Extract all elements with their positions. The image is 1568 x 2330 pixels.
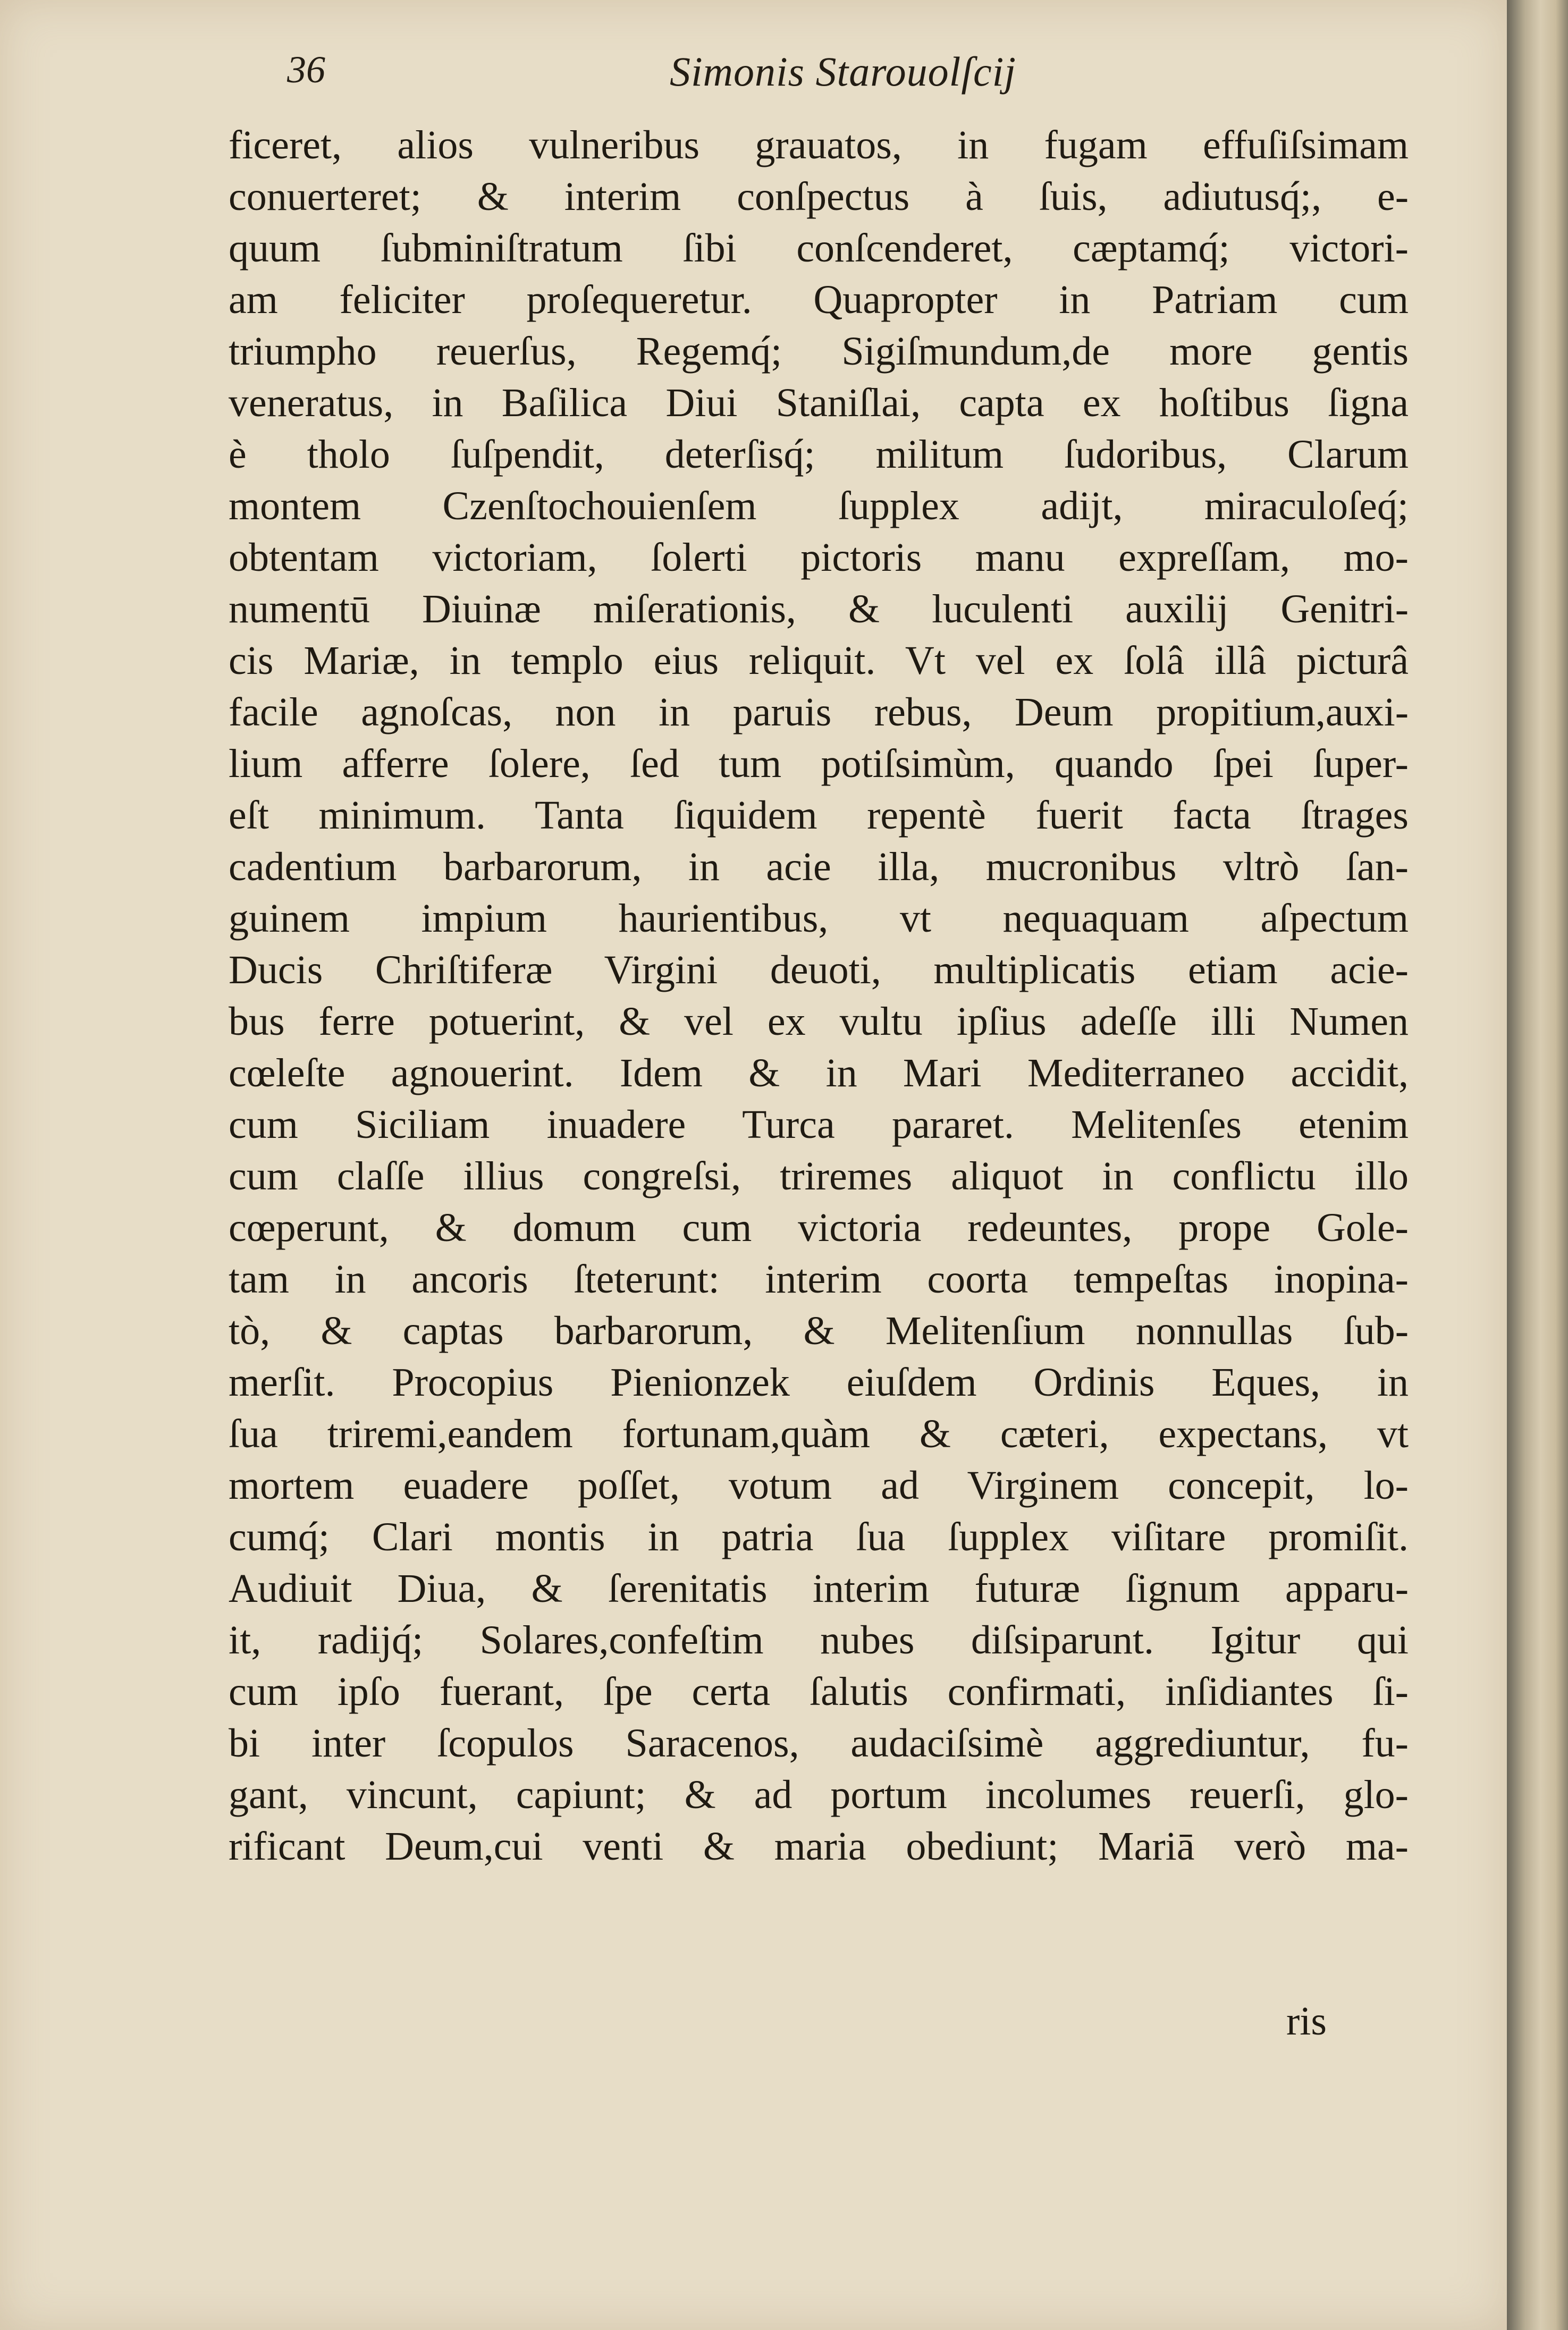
text-line: cœleſte agnouerint. Idem & in Mari Mediterraneo accidit, xyxy=(229,1051,1409,1095)
text-line: bus ferre potuerint, & vel ex vultu ipſius adeſſe illi Numen xyxy=(229,999,1409,1044)
text-line: obtentam victoriam, ſolerti pictoris manu expreſſam, mo- xyxy=(229,535,1409,580)
text-line: it, radijq́; Solares,confeſtim nubes diſsiparunt. Igitur qui xyxy=(229,1618,1409,1662)
text-line: cis Mariæ, in templo eius reliquit. Vt vel ex ſolâ illâ picturâ xyxy=(229,638,1409,683)
text-line: cum Siciliam inuadere Turca pararet. Melitenſes etenim xyxy=(229,1102,1409,1147)
text-line: cœperunt, & domum cum victoria redeuntes, prope Gole- xyxy=(229,1205,1409,1250)
text-line: numentū Diuinæ miſerationis, & luculenti auxilij Genitri- xyxy=(229,587,1409,631)
text-line: bi inter ſcopulos Saracenos, audaciſsimè aggrediuntur, fu- xyxy=(229,1721,1409,1766)
text-line: montem Czenſtochouienſem ſupplex adijt, miraculoſeq́; xyxy=(229,484,1409,528)
text-line: triumpho reuerſus, Regemq́; Sigiſmundum,de more gentis xyxy=(229,329,1409,374)
catchword: ris xyxy=(1286,1999,1327,2044)
text-line: am feliciter proſequeretur. Quapropter in Patriam cum xyxy=(229,277,1409,322)
text-line: guinem impium haurientibus, vt nequaquam aſpectum xyxy=(229,896,1409,941)
text-line: rificant Deum,cui venti & maria obediunt; Mariā verò ma- xyxy=(229,1824,1409,1869)
text-line: veneratus, in Baſilica Diui Staniſlai, capta ex hoſtibus ſigna xyxy=(229,381,1409,425)
text-line: conuerteret; & interim conſpectus à ſuis, adiutusq́;, e- xyxy=(229,174,1409,219)
text-line: cadentium barbarorum, in acie illa, mucronibus vltrò ſan- xyxy=(229,845,1409,889)
page-edge xyxy=(1507,0,1568,2330)
text-line: Ducis Chriſtiferæ Virgini deuoti, multiplicatis etiam acie- xyxy=(229,948,1409,992)
page-number: 36 xyxy=(287,48,325,91)
text-line: ſua triremi,eandem fortunam,quàm & cæteri, expectans, vt xyxy=(229,1412,1409,1456)
text-line: Audiuit Diua, & ſerenitatis interim futuræ ſignum apparu- xyxy=(229,1566,1409,1611)
body-text xyxy=(229,120,1409,2113)
text-line: ficeret, alios vulneribus grauatos, in fugam effuſiſsimam xyxy=(229,123,1409,167)
text-line: facile agnoſcas, non in paruis rebus, Deum propitium,auxi- xyxy=(229,690,1409,735)
text-line: è tholo ſuſpendit, deterſisq́; militum ſudoribus, Clarum xyxy=(229,432,1409,477)
text-line: eſt minimum. Tanta ſiquidem repentè fuerit facta ſtrages xyxy=(229,793,1409,838)
text-line: lium afferre ſolere, ſed tum potiſsimùm, quando ſpei ſuper- xyxy=(229,741,1409,786)
text-line: quum ſubminiſtratum ſibi conſcenderet, cæptamq́; victori- xyxy=(229,226,1409,271)
running-head xyxy=(287,37,1435,117)
text-line: cum ipſo fuerant, ſpe certa ſalutis confirmati, inſidiantes ſi- xyxy=(229,1669,1409,1714)
text-line: merſit. Procopius Pienionzek eiuſdem Ordinis Eques, in xyxy=(229,1360,1409,1405)
text-line: mortem euadere poſſet, votum ad Virginem concepit, lo- xyxy=(229,1463,1409,1508)
text-line: cumq́; Clari montis in patria ſua ſupplex viſitare promiſit. xyxy=(229,1515,1409,1559)
text-line: gant, vincunt, capiunt; & ad portum incolumes reuerſi, glo- xyxy=(229,1772,1409,1817)
text-line: tò, & captas barbarorum, & Melitenſium nonnullas ſub- xyxy=(229,1308,1409,1353)
text-line: tam in ancoris ſteterunt: interim coorta tempeſtas inopina- xyxy=(229,1257,1409,1302)
running-title: Simonis Starouolſcij xyxy=(670,48,1016,95)
text-line: cum claſſe illius congreſsi, triremes aliquot in conflictu illo xyxy=(229,1154,1409,1198)
